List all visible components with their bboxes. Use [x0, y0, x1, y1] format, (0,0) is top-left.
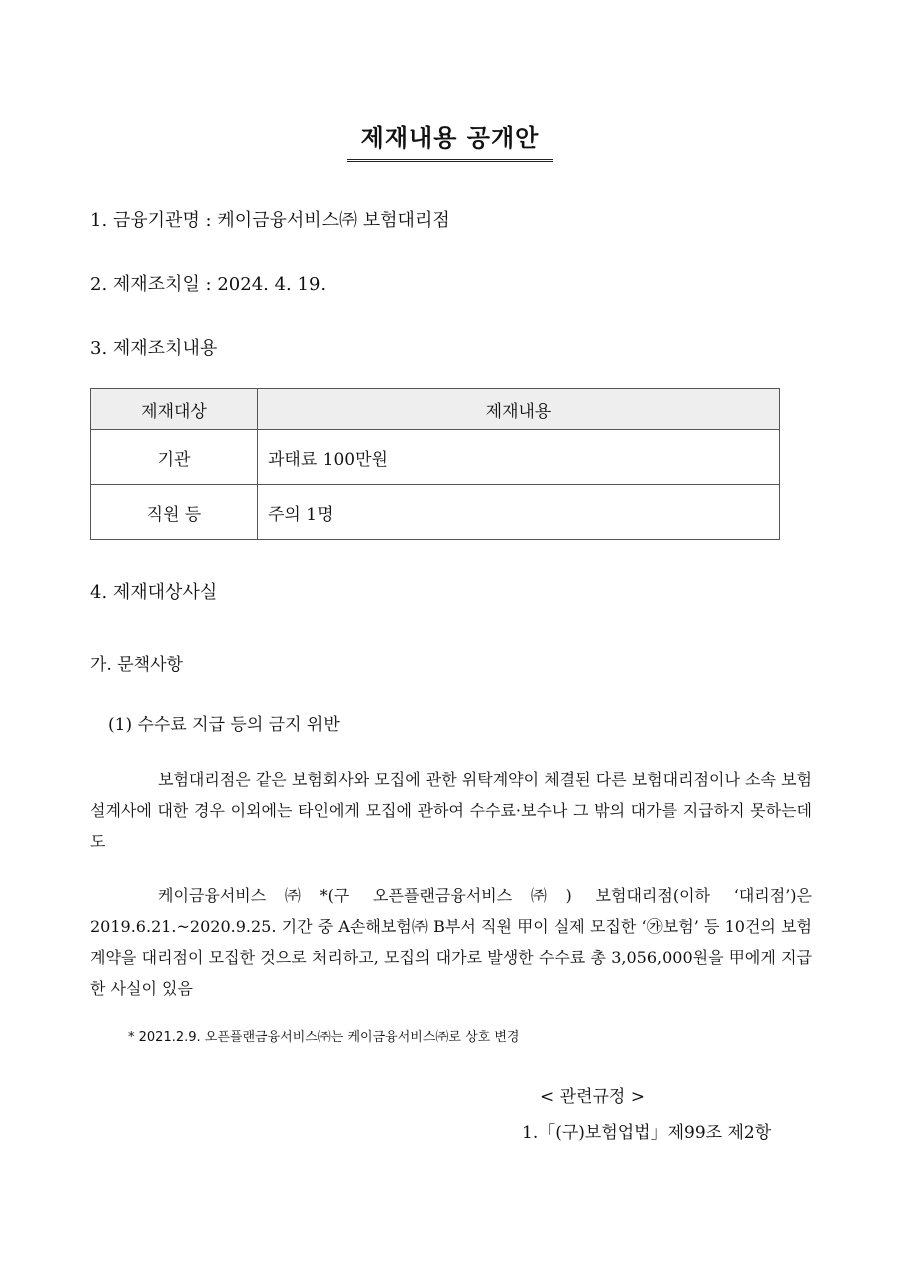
- document-title-wrap: [0, 118, 900, 162]
- paragraph-1: 보험대리점은 같은 보험회사와 모집에 관한 위탁계약이 체결된 다른 보험대리점이나 소속 보험설계사에 대한 경우 이외에는 타인에게 모집에 관하여 수수료·보수나 그 밖의 대가를 지급하지 못하는데도: [90, 770, 812, 851]
- paragraph-2: 케이금융서비스㈜*(구 오픈플랜금융서비스㈜) 보험대리점(이하 ‘대리점’)은 2019.6.21.~2020.9.25. 기간 중 A손해보험㈜ B부서 직원 甲이 실제 모집한 ‘㉮보험’ 등 10건의 보험계약을 대리점이 모집한 것으로 처리하고, 모집의 대가로 발생한 수수료 총 3,056,000원을 甲에게 지급한 사실이 있음: [90, 886, 812, 998]
- table-row: [91, 485, 780, 540]
- table-row: [91, 430, 780, 485]
- header-target: 제재대상: [91, 389, 258, 430]
- footnote: * 2021.2.9. 오픈플랜금융서비스㈜는 케이금융서비스㈜로 상호 변경: [128, 1030, 520, 1045]
- header-content: 제재내용: [258, 389, 780, 430]
- table-header-row: [91, 389, 780, 430]
- row-target: 직원 등: [91, 485, 258, 540]
- subsection-ga: 가. 문책사항: [90, 655, 183, 675]
- regulation-header: < 관련규정 >: [540, 1087, 645, 1107]
- subsection-1: (1) 수수료 지급 등의 금지 위반: [108, 715, 340, 735]
- row-content: 과태료 100만원: [258, 430, 780, 485]
- document-title: 제재내용 공개안: [347, 118, 554, 162]
- row-content: 주의 1명: [258, 485, 780, 540]
- facts-heading: 4. 제재대상사실: [90, 582, 218, 603]
- sanction-date: 2. 제재조치일 : 2024. 4. 19.: [90, 274, 327, 295]
- sanction-table: [90, 388, 780, 540]
- institution-name: 1. 금융기관명 : 케이금융서비스㈜ 보험대리점: [90, 210, 450, 231]
- sanction-details-heading: 3. 제재조치내용: [90, 338, 218, 359]
- regulation-item: 1.「(구)보험업법」제99조 제2항: [522, 1123, 772, 1143]
- row-target: 기관: [91, 430, 258, 485]
